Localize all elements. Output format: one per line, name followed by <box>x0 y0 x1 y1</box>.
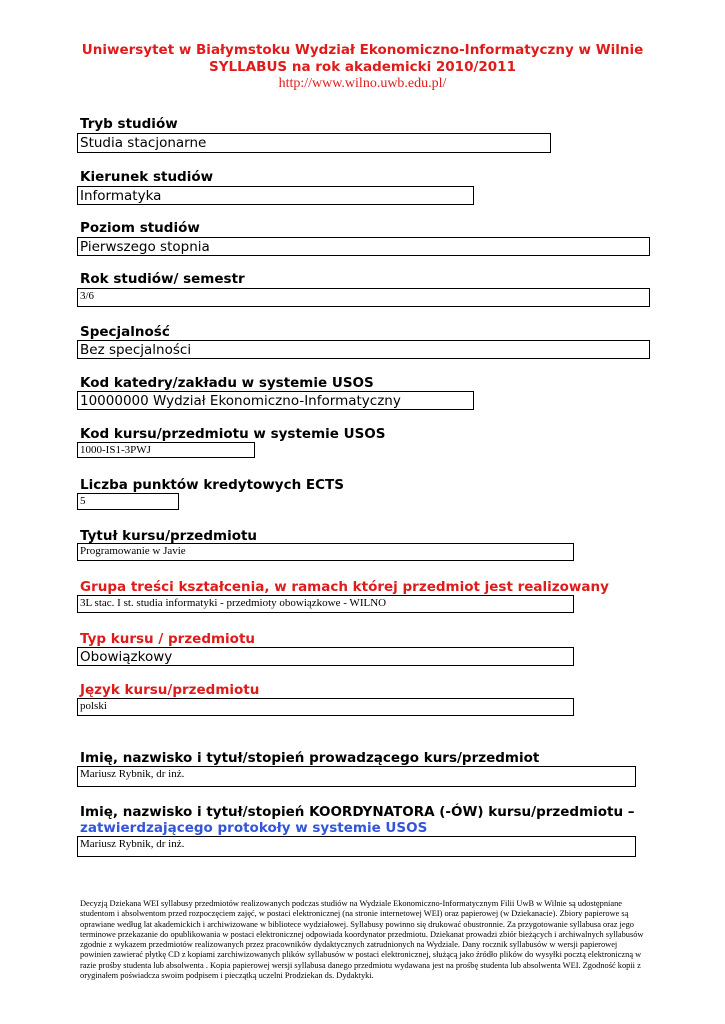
label-specialization: Specjalność <box>80 324 170 340</box>
field-year-semester: 3/6 <box>77 288 650 307</box>
label-coordinator <box>80 804 635 836</box>
label-year-semester: Rok studiów/ semestr <box>80 271 245 287</box>
field-course-title: Programowanie w Javie <box>77 543 574 561</box>
field-study-level: Pierwszego stopnia <box>77 237 650 256</box>
field-course-code: 1000-IS1-3PWJ <box>77 442 255 458</box>
label-instructor: Imię, nazwisko i tytuł/stopień prowadzącego kurs/przedmiot <box>80 750 540 766</box>
field-field-of-study: Informatyka <box>77 186 474 205</box>
label-coordinator-line1: Imię, nazwisko i tytuł/stopień KOORDYNATORA (-ÓW) kursu/przedmiotu – <box>80 804 635 820</box>
label-coordinator-line2: zatwierdzającego protokoły w systemie USOS <box>80 820 428 836</box>
header-url-link[interactable]: http://www.wilno.uwb.edu.pl/ <box>278 76 447 91</box>
label-content-group: Grupa treści kształcenia, w ramach której przedmiot jest realizowany <box>80 579 609 595</box>
field-instructor: Mariusz Rybnik, dr inż. <box>77 766 636 787</box>
label-study-level: Poziom studiów <box>80 220 200 236</box>
label-department-code: Kod katedry/zakładu w systemie USOS <box>80 375 374 391</box>
label-study-mode: Tryb studiów <box>80 116 178 132</box>
label-ects: Liczba punktów kredytowych ECTS <box>80 477 344 493</box>
label-course-type: Typ kursu / przedmiotu <box>80 631 256 647</box>
field-department-code: 10000000 Wydział Ekonomiczno-Informatyczny <box>77 391 474 410</box>
label-field-of-study: Kierunek studiów <box>80 169 214 185</box>
label-course-code: Kod kursu/przedmiotu w systemie USOS <box>80 426 386 442</box>
field-ects: 5 <box>77 493 179 510</box>
label-course-title: Tytuł kursu/przedmiotu <box>80 528 258 544</box>
header-syllabus-title: SYLLABUS na rok akademicki 2010/2011 <box>209 59 516 75</box>
header-university: Uniwersytet w Białymstoku Wydział Ekonomiczno-Informatyczny w Wilnie <box>81 42 644 58</box>
label-course-language: Język kursu/przedmiotu <box>80 682 260 698</box>
field-study-mode: Studia stacjonarne <box>77 133 551 153</box>
field-course-type: Obowiązkowy <box>77 647 574 666</box>
field-specialization: Bez specjalności <box>77 340 650 359</box>
field-content-group: 3L stac. I st. studia informatyki - przedmioty obowiązkowe - WILNO <box>77 595 574 613</box>
field-coordinator: Mariusz Rybnik, dr inż. <box>77 836 636 857</box>
footer-note: Decyzją Dziekana WEI syllabusy przedmiotów realizowanych podczas studiów na Wydziale Ekonomiczno-Informatycznym Filii UwB w Wilnie są udostępniane studentom i absolwentom przed rozpoczęciem zajęć, w postaci elektronicznej (na stronie internetowej WEI) oraz papierowej (w Dziekanacie). Zbiory papierowe są oprawiane według lat akademickich i archiwizowane w bibliotece wydziałowej. Syllabusy powinno się drukować obustronnie. Za przygotowanie syllabusa oraz jego terminowe przekazanie do opublikowania w postaci elektronicznej odpowiada koordynator przedmiotu. Dziekanat prowadzi zbiór bieżących i archiwalnych syllabusów zgodnie z wykazem przedmiotów realizowanych przez pracowników dydaktycznych zatrudnionych na Wydziale. Dany rocznik syllabusów w wersji papierowej powinien zawierać płytkę CD z kopiami zarchiwizowanych plików syllabusów w postaci elektronicznej, służącą jako źródło plików do wysyłki pocztą elektroniczną w razie prośby studenta lub absolwenta . Kopia papierowej wersji syllabusa danego przedmiotu wydawana jest na prośbę studenta lub absolwenta WEI. Zgodność kopii z oryginałem poświadcza swoim podpisem i pieczątką uczelni Prodziekan ds. Dydaktyki. <box>80 899 644 981</box>
field-course-language: polski <box>77 698 574 716</box>
